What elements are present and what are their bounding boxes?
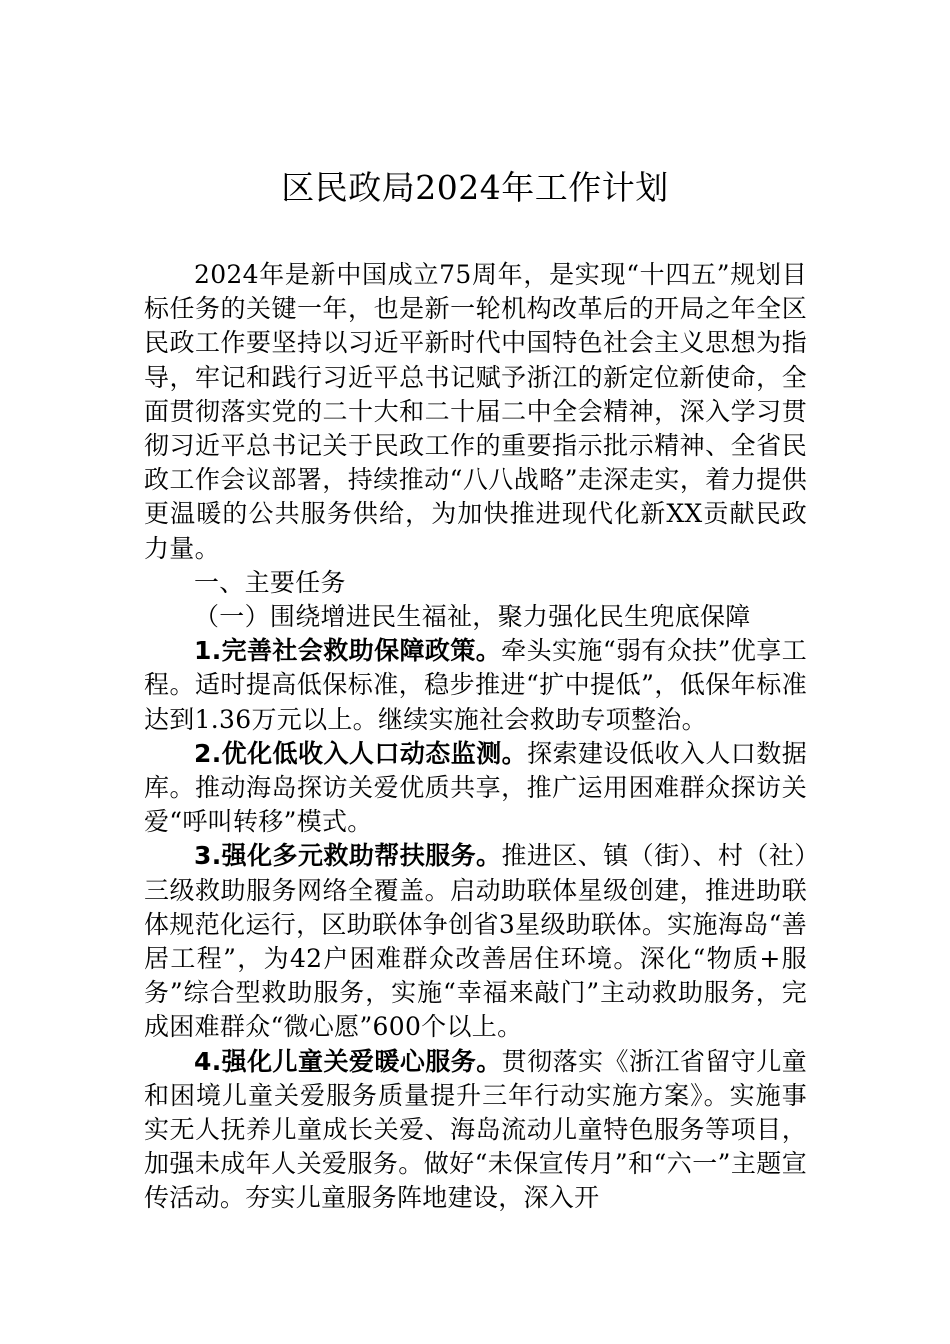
task-item-lead: 4.强化儿童关爱暖心服务。 <box>194 1046 502 1076</box>
task-item-text: 推进区、镇（街）、村（社）三级救助服务网络全覆盖。启动助联体星级创建，推进助联体规范化运行，区助联体争创省3星级助联体。实施海岛“善居工程”，为42户困难群众改善居住环境。深化“物质+服务”综合型救助服务，实施“幸福来敲门”主动救助服务，完成困难群众“微心愿”600个以上。 <box>144 841 808 1042</box>
task-item-2 <box>144 737 807 840</box>
task-item-lead: 2.优化低收入人口动态监测。 <box>194 738 528 768</box>
document-title: 区民政局2024年工作计划 <box>281 168 669 207</box>
task-item-text: 贯彻落实《浙江省留守儿童和困境儿童关爱服务质量提升三年行动实施方案》。实施事实无人抚养儿童成长关爱、海岛流动儿童特色服务等项目，加强未成年人关爱服务。做好“未保宣传月”和“六一”主题宣传活动。夯实儿童服务阵地建设，深入开 <box>144 1046 807 1213</box>
task-item-lead: 1.完善社会救助保障政策。 <box>194 636 502 666</box>
task-item-3 <box>144 839 807 1044</box>
task-item-1 <box>144 634 807 737</box>
task-item-text: 探索建设低收入人口数据库。推动海岛探访关爱优质共享，推广运用困难群众探访关爱“呼叫转移”模式。 <box>144 738 807 837</box>
subsection-heading: （一）围绕增进民生福祉，聚力强化民生兜底保障 <box>194 602 751 632</box>
task-item-text: 牵头实施“弱有众扶”优享工程。适时提高低保标准，稳步推进“扩中提低”，低保年标准达到1.36万元以上。继续实施社会救助专项整治。 <box>144 636 808 734</box>
task-item-lead: 3.强化多元救助帮扶服务。 <box>194 841 502 871</box>
intro-paragraph: 2024年是新中国成立75周年，是实现“十四五”规划目标任务的关键一年，也是新一轮机构改革后的开局之年全区民政工作要坚持以习近平新时代中国特色社会主义思想为指导，牢记和践行习近平总书记赋予浙江的新定位新使命，全面贯彻落实党的二十大和二十届二中全会精神，深入学习贯彻习近平总书记关于民政工作的重要指示批示精神、全省民政工作会议部署，持续推动“八八战略”走深走实，着力提供更温暖的公共服务供给，为加快推进现代化新XX贡献民政力量。 <box>144 260 807 563</box>
section-heading: 一、主要任务 <box>194 567 346 597</box>
task-item-4 <box>144 1045 807 1216</box>
document-body <box>144 258 807 1216</box>
